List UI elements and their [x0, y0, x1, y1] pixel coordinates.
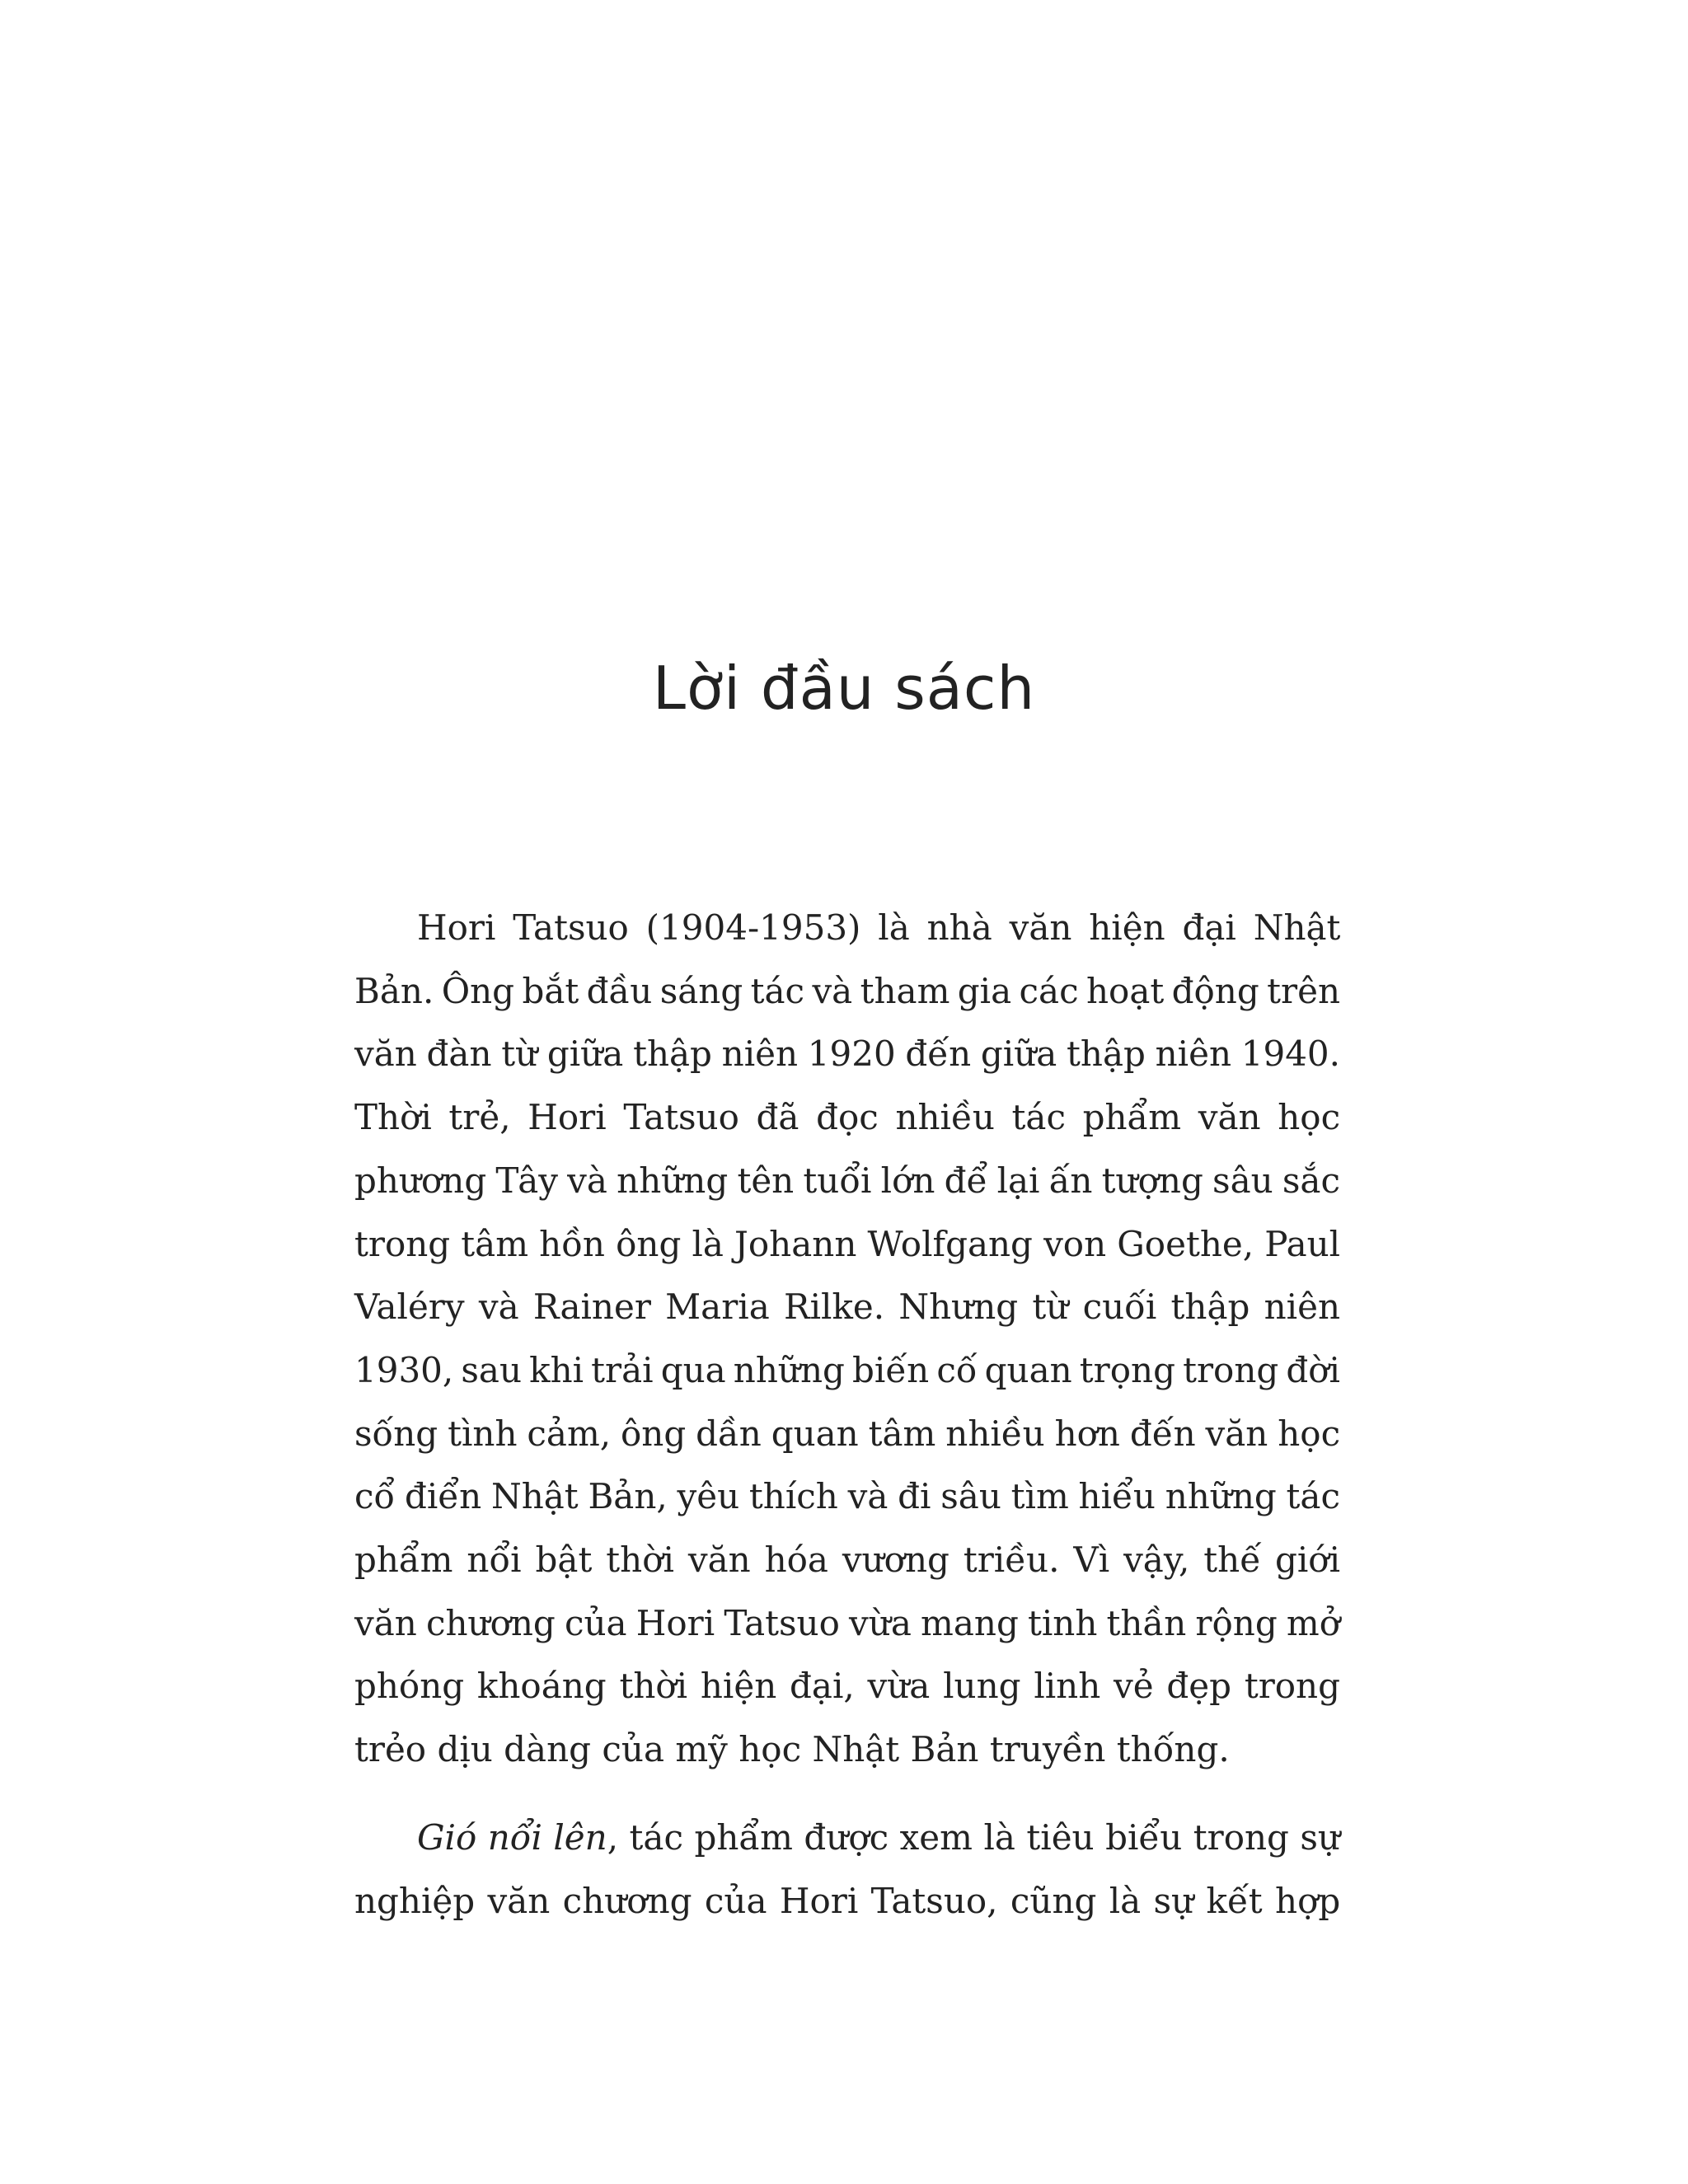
text-line: trẻo dịu dàng của mỹ học Nhật Bản truyền thống. — [354, 1729, 1230, 1770]
text-line: nghiệp văn chương của Hori Tatsuo, cũng là sự kết hợp — [354, 1880, 1341, 1921]
text-line — [354, 1807, 1340, 1870]
text-line: Bản. Ông bắt đầu sáng tác và tham gia các hoạt động trên — [354, 970, 1340, 1011]
text-line: phóng khoáng thời hiện đại, vừa lung linh vẻ đẹp trong — [354, 1666, 1340, 1707]
text-line: văn đàn từ giữa thập niên 1920 đến giữa thập niên 1940. — [354, 1033, 1340, 1075]
text-line: phương Tây và những tên tuổi lớn để lại ấn tượng sâu sắc — [354, 1160, 1340, 1201]
book-title-italic: Gió nổi lên — [417, 1816, 607, 1858]
text-line: Hori Tatsuo (1904-1953) là nhà văn hiện đại Nhật — [417, 907, 1341, 948]
text-fragment: , tác phẩm được xem là tiêu biểu trong sự — [607, 1816, 1340, 1858]
text-line: văn chương của Hori Tatsuo vừa mang tinh thần rộng mở — [354, 1602, 1340, 1643]
text-line: sống tình cảm, ông dần quan tâm nhiều hơn đến văn học — [354, 1413, 1341, 1454]
paragraph-1 — [354, 897, 1340, 1782]
text-line: Valéry và Rainer Maria Rilke. Nhưng từ cuối thập niên — [354, 1286, 1340, 1328]
text-line: 1930, sau khi trải qua những biến cố quan trọng trong đời — [354, 1349, 1340, 1390]
text-line: cổ điển Nhật Bản, yêu thích và đi sâu tìm hiểu những tác — [354, 1476, 1340, 1517]
text-line: Thời trẻ, Hori Tatsuo đã đọc nhiều tác phẩm văn học — [354, 1097, 1341, 1138]
chapter-title: Lời đầu sách — [652, 654, 1036, 723]
body-text — [354, 897, 1340, 1933]
paragraph-2 — [354, 1807, 1340, 1933]
text-line: trong tâm hồn ông là Johann Wolfgang von Goethe, Paul — [354, 1223, 1341, 1264]
text-line: phẩm nổi bật thời văn hóa vương triều. Vì vậy, thế giới — [354, 1540, 1340, 1581]
